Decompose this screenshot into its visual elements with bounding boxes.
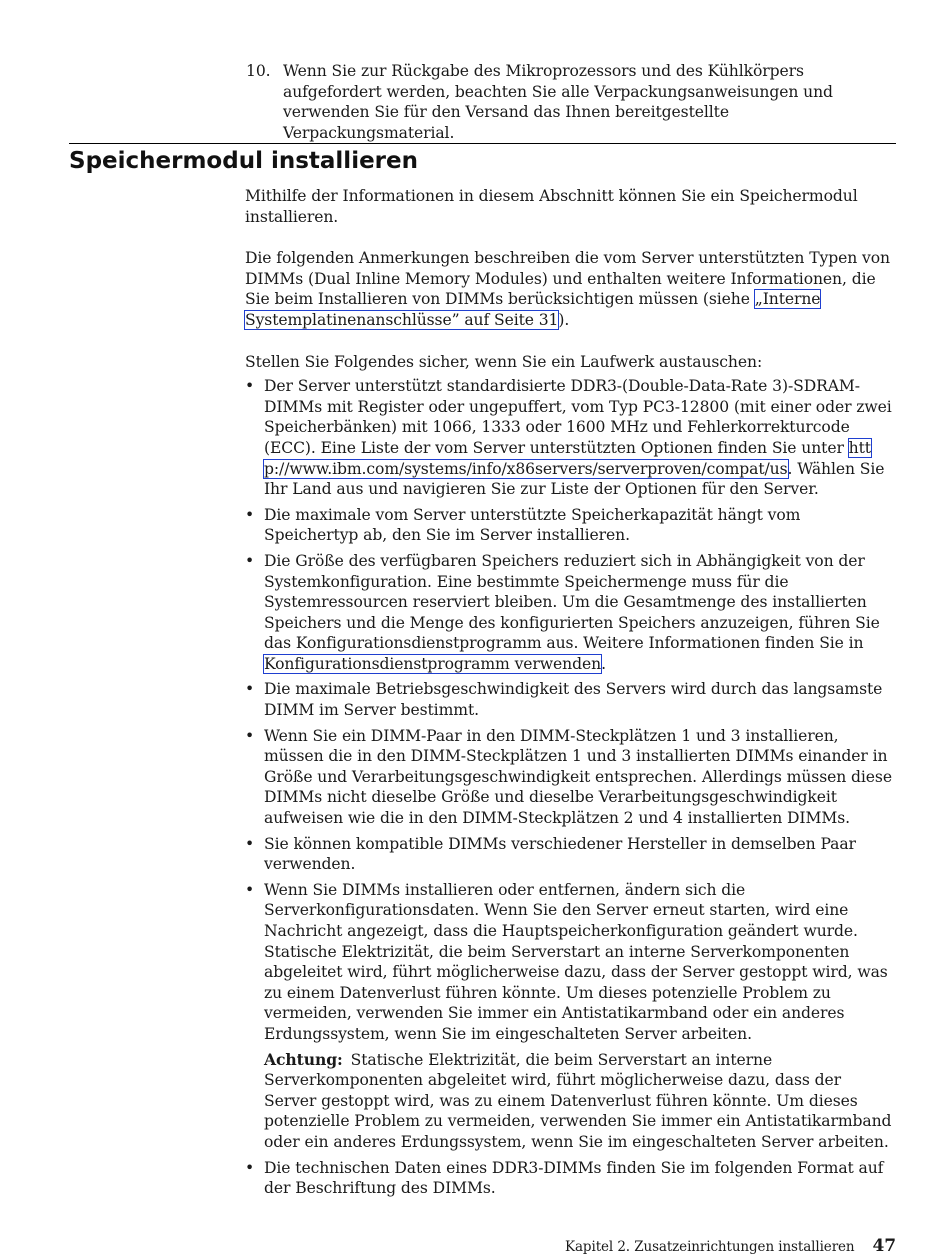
bullet-marker: • (245, 1158, 255, 1177)
requirements-intro: Stellen Sie Folgendes sicher, wenn Sie ein Laufwerk austauschen: (245, 352, 763, 371)
list-item (245, 880, 893, 1153)
list-item (245, 505, 893, 546)
intro-paragraph: Mithilfe der Informationen in diesem Abschnitt können Sie ein Speichermodul installieren. (245, 187, 858, 226)
list-item (245, 679, 893, 720)
list-item-text: Der Server unterstützt standardisierte DDR3-(Double-Data-Rate 3)-SDRAM-DIMMs mit Register oder ungepuffert, vom Typ PC3-12800 (mit einer oder zwei Speicherbänken) mit 1066, 1333 oder 1600 MHz und Fehlerkorrekturcode (ECC). Eine Liste der vom Server unterstützten Optionen finden Sie unter (264, 377, 892, 457)
list-item-text: Die Größe des verfügbaren Speichers reduziert sich in Abhängigkeit von der Systemkonfiguration. Eine bestimmte Speichermenge muss für die Systemressourcen reserviert bleiben. Um die Gesamtmenge des installierten Speichers und die Menge des konfigurierten Speichers anzuzeigen, führen Sie das Konfigurationsdienstprogramm aus. Weitere Informationen finden Sie in (264, 551, 880, 653)
attention-text: Statische Elektrizität, die beim Serverstart an interne Serverkomponenten abgeleitet wird, führt möglicherweise dazu, dass der Server gestoppt wird, was zu einem Datenverlust führen könnte. Um dieses potenzielle Problem zu vermeiden, verwenden Sie immer ein Antistatikarmband oder ein anderes Erdungssystem, wenn Sie im eingeschalteten Server arbeiten. (264, 1050, 892, 1151)
list-item-text: Die maximale Betriebsgeschwindigkeit des Servers wird durch das langsamste DIMM im Server bestimmt. (264, 680, 883, 720)
dimm-notes-paragraph (245, 248, 893, 330)
step-text: Wenn Sie zur Rückgabe des Mikroprozessors und des Kühlkörpers aufgefordert werden, beachten Sie alle Verpackungsanweisungen und verwenden Sie für den Versand das Ihnen bereitgestellte Verpackungsmaterial. (283, 62, 833, 142)
link-serverproven[interactable]: http://www.ibm.com/systems/info/x86servers/serverproven/compat/us (264, 438, 871, 478)
bullet-marker: • (245, 551, 255, 570)
list-item (245, 551, 893, 675)
bullet-marker: • (245, 505, 255, 524)
page-footer (565, 1236, 896, 1258)
list-item-text: Wenn Sie DIMMs installieren oder entfernen, ändern sich die Serverkonfigurationsdaten. Wenn Sie den Server erneut starten, wird eine Nachricht angezeigt, dass die Hauptspeicherkonfiguration geändert wurde. Statische Elektrizität, die beim Serverstart an interne Serverkomponenten abgeleitet wird, führt möglicherweise dazu, dass der Server gestoppt wird, was zu einem Datenverlust führen könnte. Um dieses potenzielle Problem zu vermeiden, verwenden Sie immer ein Antistatikarmband oder ein anderes Erdungssystem, wenn Sie im eingeschalteten Server arbeiten. (264, 880, 888, 1043)
list-item-text: Die technischen Daten eines DDR3-DIMMs finden Sie im folgenden Format auf der Beschriftung des DIMMs. (264, 1158, 884, 1198)
link-configuration-utility[interactable]: Konfigurationsdienstprogramm verwenden (264, 654, 602, 673)
bullet-marker: • (245, 880, 255, 899)
page-number: 47 (872, 1236, 896, 1256)
dimm-notes-text-end: ). (558, 310, 570, 329)
attention-label: Achtung: (264, 1049, 343, 1069)
procedure-step (246, 61, 891, 143)
list-item-text: Sie können kompatible DIMMs verschiedener Hersteller in demselben Paar verwenden. (264, 834, 856, 874)
link-system-board-connectors[interactable]: „Interne Systemplatinenanschlüsse” auf Seite 31 (245, 290, 821, 329)
bullet-marker: • (245, 377, 255, 396)
list-item (245, 1158, 893, 1199)
requirements-list (245, 376, 893, 1199)
attention-note (264, 1050, 893, 1153)
section-divider (69, 143, 896, 144)
footer-chapter-title: Kapitel 2. Zusatzeinrichtungen installieren (565, 1239, 855, 1255)
list-item-text: Die maximale vom Server unterstützte Speicherkapazität hängt vom Speichertyp ab, den Sie im Server installieren. (264, 505, 801, 545)
list-item-text: Wenn Sie ein DIMM-Paar in den DIMM-Steckplätzen 1 und 3 installieren, müssen die in den DIMM-Steckplätzen 1 und 3 installierten DIMMs einander in Größe und Verarbeitungsgeschwindigkeit entsprechen. Allerdings müssen diese DIMMs nicht dieselbe Größe und dieselbe Verarbeitungsgeschwindigkeit aufweisen wie die in den DIMM-Steckplätzen 2 und 4 installierten DIMMs. (264, 726, 892, 828)
list-item (245, 376, 893, 500)
list-item (245, 834, 893, 875)
step-number: 10. (246, 62, 271, 80)
dimm-notes-text: Die folgenden Anmerkungen beschreiben die vom Server unterstützten Typen von DIMMs (Dual Inline Memory Modules) und enthalten weitere Informationen, die Sie beim Installieren von DIMMs berücksichtigen müssen (siehe (245, 249, 890, 309)
list-item (245, 726, 893, 829)
list-item-text-end: . Wählen Sie Ihr Land aus und navigieren Sie zur Liste der Optionen für den Server. (264, 459, 885, 499)
bullet-marker: • (245, 834, 255, 853)
section-body (245, 186, 893, 1204)
section-title: Speichermodul installieren (69, 148, 418, 174)
list-item-text-end: . (601, 654, 606, 673)
bullet-marker: • (245, 726, 255, 745)
bullet-marker: • (245, 680, 255, 699)
